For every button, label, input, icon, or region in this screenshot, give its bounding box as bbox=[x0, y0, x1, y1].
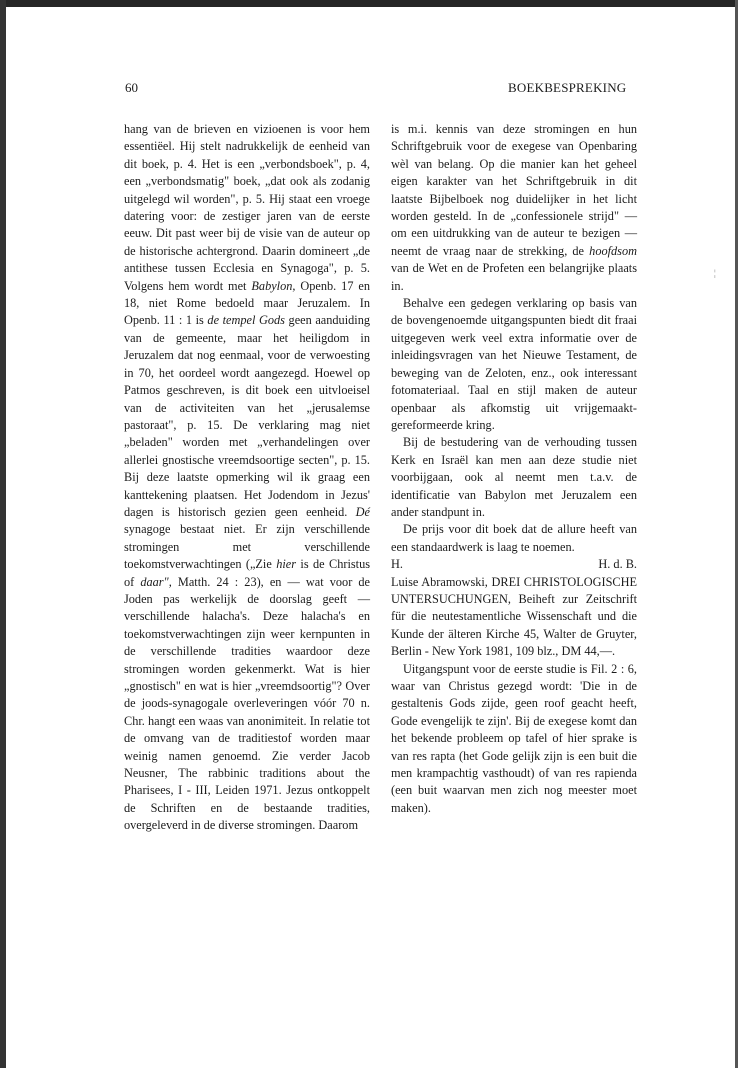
review-paragraph: hang van de brieven en vizioenen is voor hem essentiëel. Hij stelt nadrukkelijk de eenheid van dit boek, p. 4. Het is een „verbondsboek", p. 4, een „verbondsmatig" boek, „dat ook als zodanig uitgelegd wil worden", p. 5. Hij staat een vroege datering voor: de zestiger jaren van de eerste eeuw. Dit past weer bij de visie van de auteur op de historische achtergrond. Daarin domineert „de antithese tussen Ecclesia en Synagoga", p. 5. Volgens hem wordt met Babylon, Openb. 17 en 18, niet Rome bedoeld maar Jeruzalem. In Openb. 11 : 1 is de tempel Gods geen aanduiding van de gemeente, maar het heiligdom in Jeruzalem dat nog eenmaal, voor de verwoesting in 70, het oordeel wordt aangezegd. Hoewel op Patmos geschreven, is dit boek een uitvloeisel van de activiteiten van het „jerusalemse pastoraat", p. 15. De verklaring mag niet „beladen" worden met „verhandelingen over allerlei gnostische vreemdsoortige secten", p. 15. Bij deze laatste opmerking wil ik graag een kanttekening plaatsen. Het Jodendom in Jezus' dagen is historisch gezien geen eenheid. Dé synagoge bestaat niet. Er zijn verschillende stromingen met verschillende toekomstverwachtingen („Zie hier is de Christus of daar", Matth. 24 : 23), en — wat voor de Joden pas werkelijk de doorslag geeft — verschillende halacha's. Deze halacha's en toekomstverwachtingen zijn weer kernpunten in de verschillende tradities waardoor deze stromingen worden gekenmerkt. Wat is hier „gnostisch" en wat is hier „vreemdsoortig"? Over de joods-synagogale overleveringen vóór 70 n. Chr. hangt een waas van anonimiteit. In relatie tot de omvang van de traditiestof worden maar weinig namen genoemd. Zie verder Jacob Neusner, The rabbinic traditions about the Pharisees, I - III, Leiden 1971. Jezus ontkoppelt de Schriften en de bestaande tradities, overgeleverd in de diverse stromingen. Daarom bbox=[124, 122, 371, 833]
review-paragraph-relevance: Bij de bestudering van de verhouding tussen Kerk en Israël kan men aan deze studie niet voorbijgaan, ook al neemt men t.a.v. de identificatie van Babylon met Jeruzalem een ander standpunt in. bbox=[391, 435, 637, 519]
reviewer-signature bbox=[391, 556, 637, 573]
review-paragraph-price: De prijs voor dit boek dat de allure heeft van een standaardwerk is laag te noemen. bbox=[391, 522, 637, 554]
review-paragraph-continued: is m.i. kennis van deze stromingen en hun Schriftgebruik voor de exegese van Openbaring wèl van belang. Op die manier kan het geheel eigen karakter van het Schriftgebruik in dit laatste Bijbelboek nog duidelijker in het licht worden gesteld. In de „confessionele strijd" — om een uitdrukking van de auteur te bezigen — neemt de vraag naar de strekking, de hoofdsom van de Wet en de Profeten een belangrijke plaats in. bbox=[391, 122, 637, 293]
running-head: BOEKBESPREKING bbox=[508, 80, 627, 95]
signature-initial: H. bbox=[391, 557, 403, 572]
left-column bbox=[124, 121, 370, 835]
scan-edge-left bbox=[0, 0, 6, 1068]
review-paragraph-next: Uitgangspunt voor de eerste studie is Fil. 2 : 6, waar van Christus gezegd wordt: 'Die in de gestaltenis Gods zijde, geen roof geacht heeft, Gode evengelijk te zijn'. Bij de exegese komt dan het bekende probleem op tafel of hier sprake is van res rapta (het Gode gelijk zijn is een buit die men krampachtig vasthoudt) of van res rapienda (een buit waarvan men zich nog meester moet maken). bbox=[391, 661, 637, 815]
right-column bbox=[391, 121, 637, 817]
scan-edge-top bbox=[0, 0, 738, 7]
review-paragraph-content: Behalve een gedegen verklaring op basis van de bovengenoemde uitgangspunten biedt dit fraai uitgegeven werk veel extra informatie over de inleidingsvragen van het Nieuwe Testament, de beweging van de Zeloten, enz., ook interessant fotomateriaal. Taal en stijl maken de auteur openbaar als afkomstig uit vrijgemaakt-gereformeerde kring. bbox=[391, 296, 637, 432]
page-number: 60 bbox=[125, 80, 138, 95]
bibliographic-entry: Luise Abramowski, DREI CHRISTOLOGISCHE UNTERSUCHUNGEN, Beiheft zur Zeitschrift für die neutestamentliche Wissenschaft und die Kunde der älteren Kirche 45, Walter de Gruyter, Berlin - New York 1981, 109 blz., DM 44,—. bbox=[391, 574, 637, 659]
margin-mark: ¦ bbox=[714, 268, 716, 278]
signature-name: H. d. B. bbox=[598, 557, 637, 572]
